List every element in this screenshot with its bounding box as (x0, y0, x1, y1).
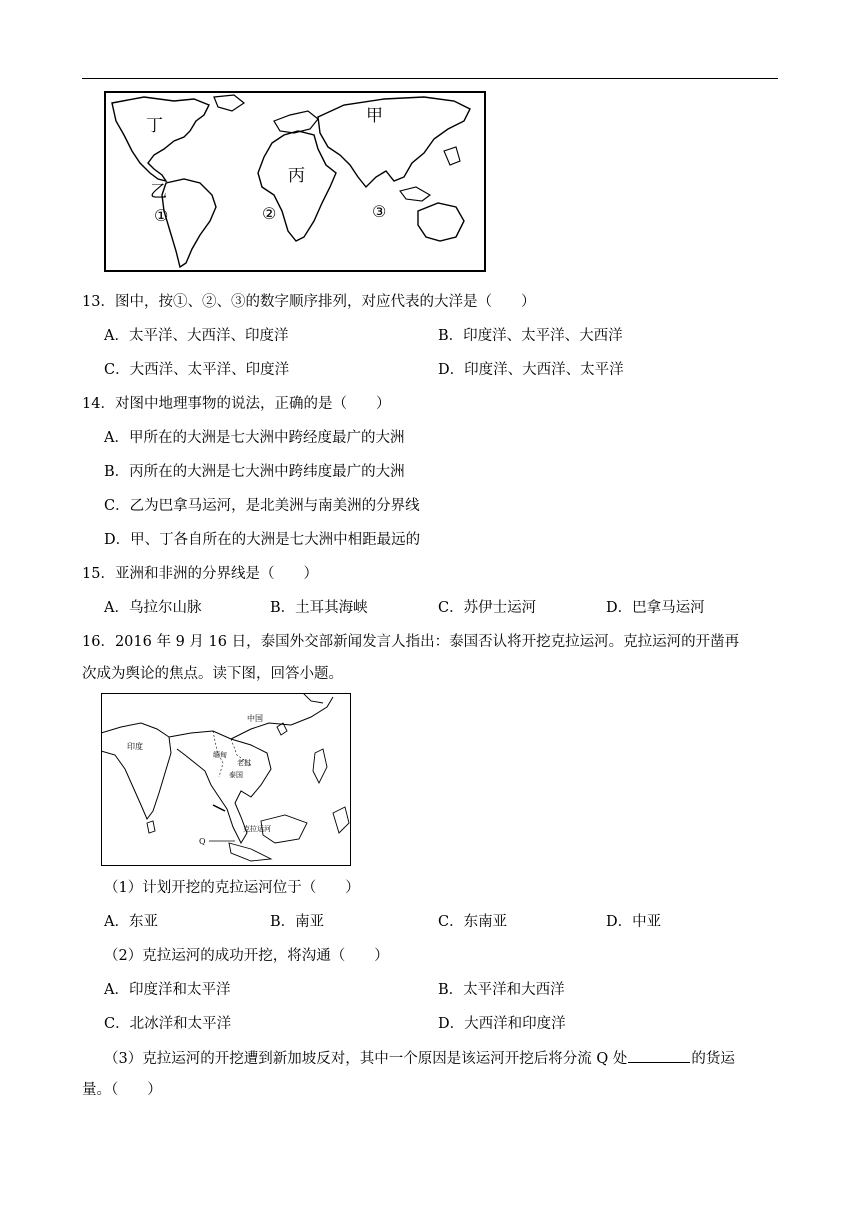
q16-sub1-option-b[interactable]: B．南亚 (270, 914, 325, 930)
q14-option-b[interactable]: B．丙所在的大洲是七大洲中跨纬度最广的大洲 (104, 464, 405, 480)
q16-sub2-option-d[interactable]: D．大西洋和印度洋 (438, 1016, 566, 1032)
q16-stem-line1: 16．2016 年 9 月 16 日，泰国外交部新闻发言人指出：泰国否认将开挖克拉运河。克拉运河的开凿再 (82, 634, 740, 650)
q14-option-c[interactable]: C．乙为巴拿马运河，是北美洲与南美洲的分界线 (104, 498, 420, 514)
southeast-asia-map (101, 693, 351, 866)
label-ocean-2: ② (262, 204, 277, 223)
q16-sub1-option-c[interactable]: C．东南亚 (438, 914, 508, 930)
q13-option-a[interactable]: A．太平洋、大西洋、印度洋 (104, 328, 289, 344)
q15-option-c[interactable]: C．苏伊士运河 (438, 600, 537, 616)
q15-option-d[interactable]: D．巴拿马运河 (606, 600, 705, 616)
world-map (104, 91, 486, 272)
q16-sub3-stem-after: 的货运 (691, 1051, 735, 1067)
q16-sub3-stem-before: （3）克拉运河的开挖遭到新加坡反对，其中一个原因是该运河开挖后将分流 Q 处 (104, 1051, 628, 1067)
q13-option-d[interactable]: D．印度洋、大西洋、太平洋 (438, 362, 624, 378)
q16-sub3-stem-line2: 量。（ ） (82, 1082, 162, 1098)
q16-stem-line2: 次成为舆论的焦点。读下图，回答小题。 (82, 666, 343, 682)
q16-sub3-stem (104, 1048, 735, 1069)
q16-sub2-option-a[interactable]: A．印度洋和太平洋 (104, 982, 231, 998)
q16-sub1-option-a[interactable]: A．东亚 (104, 914, 158, 930)
q16-sub2-option-b[interactable]: B．太平洋和大西洋 (438, 982, 565, 998)
q16-sub1-stem: （1）计划开挖的克拉运河位于（ ） (104, 880, 360, 896)
label-india: 印度 (127, 742, 143, 751)
header-rule (82, 78, 778, 79)
label-ding: 丁 (146, 116, 163, 136)
q14-option-d[interactable]: D．甲、丁各自所在的大洲是七大洲中相距最远的 (104, 532, 421, 548)
label-bing: 丙 (288, 166, 305, 186)
label-china: 中国 (247, 714, 263, 723)
label-q: Q (199, 837, 206, 846)
label-thailand: 泰国 (229, 771, 243, 779)
q15-option-a[interactable]: A．乌拉尔山脉 (104, 600, 202, 616)
q14-option-a[interactable]: A．甲所在的大洲是七大洲中跨经度最广的大洲 (104, 430, 405, 446)
label-laos: 老挝 (237, 759, 251, 767)
q14-stem: 14．对图中地理事物的说法，正确的是（ ） (82, 396, 391, 412)
label-ocean-3: ③ (372, 202, 387, 221)
label-yi: 乙 (150, 182, 167, 202)
q13-option-c[interactable]: C．大西洋、太平洋、印度洋 (104, 362, 290, 378)
label-kra-canal: 克拉运河 (243, 825, 271, 833)
q13-stem: 13．图中，按①、②、③的数字顺序排列，对应代表的大洋是（ ） (82, 294, 536, 310)
q15-option-b[interactable]: B．土耳其海峡 (270, 600, 368, 616)
q13-option-b[interactable]: B．印度洋、太平洋、大西洋 (438, 328, 623, 344)
label-ocean-1: ① (154, 206, 169, 225)
label-myanmar: 缅甸 (213, 751, 227, 759)
q15-stem: 15．亚洲和非洲的分界线是（ ） (82, 566, 318, 582)
q16-sub2-option-c[interactable]: C．北冰洋和太平洋 (104, 1016, 232, 1032)
q16-sub2-stem: （2）克拉运河的成功开挖，将沟通（ ） (104, 948, 389, 964)
q16-sub1-option-d[interactable]: D．中亚 (606, 914, 662, 930)
q16-sub3-answer-blank[interactable] (628, 1048, 690, 1063)
label-jia: 甲 (366, 106, 383, 126)
